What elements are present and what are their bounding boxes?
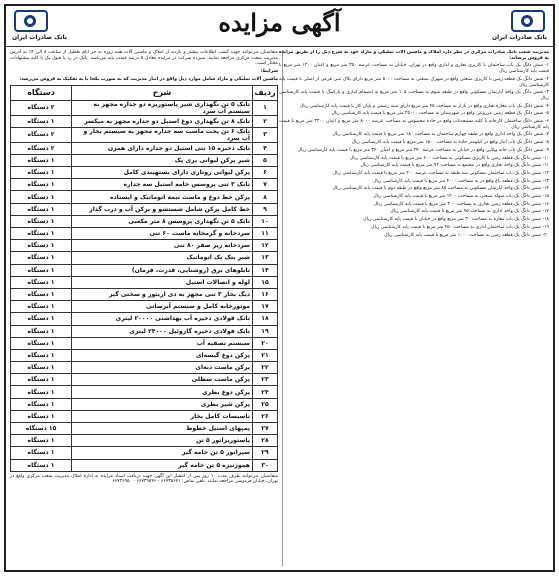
row-number: ۱۷ <box>253 301 278 313</box>
table-row <box>11 325 278 337</box>
row-description: دیگ بخار ۳ تنی مجهز به دی اریتور و سختی گیر <box>72 288 253 300</box>
row-quantity: ۱ دستگاه <box>11 410 72 422</box>
property-list-column <box>279 50 549 566</box>
table-row <box>11 100 278 115</box>
row-number: ۱۰ <box>253 215 278 227</box>
row-number: ۲ <box>253 115 278 127</box>
row-number: ۶ <box>253 167 278 179</box>
row-quantity: ۱ دستگاه <box>11 325 72 337</box>
table-row <box>11 386 278 398</box>
page-title: آگهی مزایده <box>218 8 341 37</box>
row-description: خط کامل پرکن شامل شستشو و پرکن آب و درب گذار <box>72 203 253 215</box>
row-quantity: ۱ دستگاه <box>11 167 72 179</box>
row-description: تانک ۶ تن پخت ماست سه جداره مجهز به سیستم بخار و آب سرد <box>72 127 253 142</box>
row-number: ۱۹ <box>253 325 278 337</box>
row-number: ۴ <box>253 142 278 154</box>
row-number: ۱۴ <box>253 264 278 276</box>
table-row <box>11 349 278 361</box>
table-row <box>11 374 278 386</box>
table-row <box>11 264 278 276</box>
row-description: تانک فولادی ذخیره گازوئیل ۲۴۰۰۰ لیتری <box>72 325 253 337</box>
property-item: ۹- شش دانگ یک باب خانه ویلایی واقع در خیابان به مساحت عرصه ۲۴۰ متر مربع و اعیان ۳۶۰ متر مربع با قیمت پایه کارشناسی ریال <box>297 147 549 153</box>
header <box>6 6 553 47</box>
row-number: ۲۲ <box>253 362 278 374</box>
property-item: ۲۰- شش دانگ یک قطعه زمین به مساحت ۱۰۰۰ متر مربع با قیمت پایه کارشناسی ریال <box>384 232 549 238</box>
row-description: پرکن خط دوغ و ماست نیمه اتوماتیک و ایستاده <box>72 191 253 203</box>
row-number: ۹ <box>253 203 278 215</box>
row-description: تانک فولادی ذخیره آب بهداشتی ۲۰۰۰۰ لیتری <box>72 313 253 325</box>
table-row <box>11 240 278 252</box>
table-row <box>11 115 278 127</box>
row-number: ۱۱ <box>253 228 278 240</box>
bank-logo-icon <box>511 10 545 32</box>
row-number: ۲۷ <box>253 423 278 435</box>
row-number: ۱۸ <box>253 313 278 325</box>
row-quantity: ۱ دستگاه <box>11 179 72 191</box>
row-quantity: ۲ دستگاه <box>11 100 72 115</box>
row-number: ۲۸ <box>253 435 278 447</box>
row-quantity: ۱ دستگاه <box>11 288 72 300</box>
table-row <box>11 447 278 459</box>
row-quantity: ۲ دستگاه <box>11 127 72 142</box>
property-item: ۲- شش دانگ یک قطعه زمین با کاربری صنعتی واقع در شهرک صنعتی به مساحت ۵۰۰۰ متر مربع دارای پلاک ثبتی فرعی از اصلی با قیمت پایه کارشناسی ریال <box>279 76 549 88</box>
row-description: تانک ۳ تنی پروسس خامه استیل سه جداره <box>72 179 253 191</box>
row-description: پرکن ماست سطلی <box>72 374 253 386</box>
row-quantity: ۱ دستگاه <box>11 276 72 288</box>
row-quantity: ۱ دستگاه <box>11 459 72 471</box>
row-quantity: ۱ دستگاه <box>11 362 72 374</box>
property-list <box>279 63 549 238</box>
table-row <box>11 276 278 288</box>
row-number: ۲۳ <box>253 374 278 386</box>
row-quantity: ۱ دستگاه <box>11 215 72 227</box>
machinery-table-body <box>11 100 278 471</box>
row-description: پرکن ماست دبه‌ای <box>72 362 253 374</box>
table-intro: ماشین آلات تملیکی و مازاد شامل موارد ذیل واقع در انبار مدیریت که به صورت یکجا یا به تفکیک به فروش می‌رسد: <box>19 76 278 82</box>
row-quantity: ۱ دستگاه <box>11 301 72 313</box>
row-number: ۲۹ <box>253 447 278 459</box>
header-row-number: ردیف <box>253 85 278 100</box>
row-description: لوله و اتصالات استیل <box>72 276 253 288</box>
row-quantity: ۱۵ دستگاه <box>11 423 72 435</box>
machinery-column <box>10 50 278 566</box>
row-quantity: ۱ دستگاه <box>11 447 72 459</box>
row-number: ۱۲ <box>253 240 278 252</box>
row-quantity: ۱ دستگاه <box>11 337 72 349</box>
header-quantity: دستگاه <box>11 85 72 100</box>
table-row <box>11 288 278 300</box>
property-item: ۱۵- شش دانگ یک باب سوله صنعتی به مساحت ۱۲۰۰ متر مربع با قیمت پایه کارشناسی ریال <box>373 194 549 200</box>
conditions-heading: شرایط: <box>260 69 278 75</box>
row-quantity: ۱ دستگاه <box>11 435 72 447</box>
row-description: تانک ۵ تن نگهداری پروسس ۸ متر مکعبی <box>72 215 253 227</box>
row-quantity: ۱ دستگاه <box>11 203 72 215</box>
property-item: ۱۹- شش دانگ یک باب ساختمان اداری به مساحت ۴۵۰ متر مربع با قیمت پایه کارشناسی ریال <box>371 224 549 230</box>
table-row <box>11 167 278 179</box>
row-number: ۸ <box>253 191 278 203</box>
row-quantity: ۱ دستگاه <box>11 228 72 240</box>
row-number: ۷ <box>253 179 278 191</box>
property-item: ۶- شش دانگ ساختمان کارخانه با کلیه مستحدثات واقع در جاده مخصوص به مساحت عرصه ۸۰۰۰ متر مربع و اعیان ۳۲۰۰ متر مربع با قیمت پایه کارشناسی ریال <box>279 119 549 130</box>
row-quantity: ۱ دستگاه <box>11 252 72 264</box>
property-item: ۱۲- شش دانگ یک باب ساختمان مسکونی سه طبقه به مساحت عرصه ۲۰۰ متر مربع با قیمت پایه کارشناسی ریال <box>332 170 549 176</box>
row-description: تانک ذخیره ۱۵ تنی استیل دو جداره دارای همزن <box>72 142 253 154</box>
conditions-text: متقاضیان می‌توانند جهت کسب اطلاعات بیشتر و بازدید از املاک و ماشین آلات همه روزه به جز ایام تعطیل از ساعت ۸ الی ۱۴ به آدرس مدیریت شعب مرکزی مراجعه نمایند. سپرده شرکت در مزایده معادل ۵ درصد قیمت پایه می‌باشد. بانک در رد یا قبول یک یا کلیه پیشنهادات مختار است. <box>10 50 278 67</box>
row-description: پرکن دوغ گیسه‌ای <box>72 349 253 361</box>
property-item: ۱- شش دانگ یک باب ساختمان با کاربری تجاری و اداری واقع در تهران، خیابان به مساحت عرصه ۳۵۰ متر مربع و اعیان ۱۲۰۰ متر مربع با قیمت پایه کارشناسی ریال <box>279 63 549 75</box>
row-quantity: ۱ دستگاه <box>11 191 72 203</box>
property-item: ۸- شش دانگ یک باب انبار واقع در کیلومتر جاده به مساحت ۱۵۰۰ متر مربع با قیمت پایه کارشناسی ریال <box>351 140 549 146</box>
table-row <box>11 410 278 422</box>
row-number: ۳ <box>253 127 278 142</box>
row-description: پرکن دوغ بطری <box>72 386 253 398</box>
row-number: ۱ <box>253 100 278 115</box>
row-quantity: ۱ دستگاه <box>11 398 72 410</box>
table-row <box>11 362 278 374</box>
table-row <box>11 252 278 264</box>
row-number: ۲۶ <box>253 410 278 422</box>
property-item: ۱۷- شش دانگ یک واحد اداری به مساحت ۹۵ متر مربع با قیمت پایه کارشناسی ریال <box>390 209 549 215</box>
table-row <box>11 398 278 410</box>
row-description: سردخانه زیر صفر ۸۰ تنی <box>72 240 253 252</box>
row-description: هموژنیزه ۵ تن خامه گیر <box>72 459 253 471</box>
table-row <box>11 301 278 313</box>
property-item: ۱۴- شش دانگ یک واحد آپارتمان مسکونی به مساحت ۸۵ متر مربع واقع در طبقه دوم با قیمت پایه کارشناسی ریال <box>332 186 549 192</box>
row-description: تاسیسات کامل بخار <box>72 410 253 422</box>
row-description: سردخانه و گرمخانه ماست ۶۰ تنی <box>72 228 253 240</box>
header-description: شرح <box>72 85 253 100</box>
row-number: ۲۴ <box>253 386 278 398</box>
row-number: ۳۰ <box>253 459 278 471</box>
row-description: شیر پرکن لیوانی پری پک <box>72 154 253 166</box>
table-row <box>11 127 278 142</box>
row-quantity: ۱ دستگاه <box>11 313 72 325</box>
row-number: ۵ <box>253 154 278 166</box>
row-description: تانک ۸ تن نگهداری دوغ استیل دو جداره مجهز به میکسر <box>72 115 253 127</box>
table-row <box>11 154 278 166</box>
row-number: ۲۱ <box>253 349 278 361</box>
row-quantity: ۲ دستگاه <box>11 142 72 154</box>
property-item: ۱۶- شش دانگ یک قطعه زمین تجاری به مساحت ۳۰۰ متر مربع با قیمت پایه کارشناسی ریال <box>373 201 549 207</box>
row-description: پمپهای استیل خطوط <box>72 423 253 435</box>
row-quantity: ۱ دستگاه <box>11 154 72 166</box>
table-row <box>11 142 278 154</box>
property-item: ۷- شش دانگ یک واحد اداری واقع در طبقه چهارم ساختمان به مساحت ۱۸۰ متر مربع با قیمت پایه کارشناسی ریال <box>332 132 549 138</box>
row-description: تانک ۵ تن نگهداری شیر پاستوریزه دو جداره مجهز به سیستم آب سرد <box>72 100 253 115</box>
advertisement-page <box>4 4 555 572</box>
intro-line: مدیریت شعب بانک صادرات مرکزی در نظر دارد املاک و ماشین آلات تملیکی و مازاد خود به شرح ذیل را از طریق مزایده به فروش برساند: <box>279 50 549 61</box>
row-number: ۲۰ <box>253 337 278 349</box>
row-quantity: ۱ دستگاه <box>11 386 72 398</box>
table-row <box>11 191 278 203</box>
row-quantity: ۱ دستگاه <box>11 374 72 386</box>
row-description: سپراتور ۵ تن خامه گیر <box>72 447 253 459</box>
property-item: ۱۰- شش دانگ یک قطعه زمین با کاربری مسکونی به مساحت ۶۰۰ متر مربع با قیمت پایه کارشناسی ریال <box>349 155 549 161</box>
row-description: پرکن لیوانی روتاری دارای بستهبندی کامل <box>72 167 253 179</box>
table-row <box>11 228 278 240</box>
table-row <box>11 203 278 215</box>
table-row <box>11 459 278 471</box>
row-number: ۱۶ <box>253 288 278 300</box>
row-quantity: ۱ دستگاه <box>11 240 72 252</box>
row-number: ۲۵ <box>253 398 278 410</box>
table-row <box>11 337 278 349</box>
table-row <box>11 215 278 227</box>
property-item: ۱۱- شش دانگ یک واحد تجاری واقع در مجتمع به مساحت ۷۲ متر مربع با قیمت پایه کارشناسی ریال <box>360 163 549 169</box>
property-item: ۱۳- شش دانگ یک قطعه باغ واقع در به مساحت ۴۰۰۰ متر مربع با قیمت پایه کارشناسی ریال <box>373 178 549 184</box>
property-item: ۵- شش دانگ یک قطعه زمین مزروعی واقع در شهرستان به مساحت ۲۵۰۰۰ متر مربع با قیمت پایه کارشناسی ریال <box>331 111 549 117</box>
table-header-row <box>11 85 278 100</box>
row-description: تابلوهای برق (روشنایی، قدرت، فرمان) <box>72 264 253 276</box>
footer-text: متقاضیان می‌توانند ظرف مدت ۱۰ روز پس از انتشار این آگهی جهت دریافت اسناد مزایده به اداره املاک مدیریت شعب مرکزی واقع در تهران، خیابان فردوسی مراجعه نمایند. تلفن تماس: ۶۶۷۳۵۶۷۱ - ۶۶۷۳۹۸۴۶ - ۶۶۷۳۶۹۵۰ <box>10 473 278 485</box>
row-quantity: ۱ دستگاه <box>11 264 72 276</box>
machinery-table <box>10 85 278 472</box>
bank-name-left: بانک صادرات ایران <box>12 34 67 41</box>
property-item: ۴- شش دانگ یک باب مغازه تجاری واقع در بازار به مساحت ۴۵ متر مربع دارای سند رسمی و پایان کار با قیمت پایه کارشناسی ریال <box>299 103 549 109</box>
property-item: ۳- شش دانگ یک واحد آپارتمان مسکونی واقع در طبقه سوم به مساحت ۱۰۵ متر مربع به انضمام انباری و پارکینگ با قیمت پایه کارشناسی ریال <box>279 90 549 101</box>
row-number: ۱۳ <box>253 252 278 264</box>
row-description: پاستوریزاتور ۵ تن <box>72 435 253 447</box>
table-row <box>11 423 278 435</box>
row-description: پرکن شیر بطری <box>72 398 253 410</box>
table-row <box>11 435 278 447</box>
table-row <box>11 313 278 325</box>
bank-name-right: بانک صادرات ایران <box>492 34 547 41</box>
row-quantity: ۱ دستگاه <box>11 115 72 127</box>
property-item: ۱۸- شش دانگ یک باب مغازه به مساحت ۳۰ متر مربع واقع در خیابان با قیمت پایه کارشناسی ریال <box>363 217 549 223</box>
row-description: شیر بنک پک اتوماتیک <box>72 252 253 264</box>
row-description: سیستم تصفیه آب <box>72 337 253 349</box>
row-description: موتورخانه کامل و سیستم آبرسانی <box>72 301 253 313</box>
row-number: ۱۵ <box>253 276 278 288</box>
row-quantity: ۱ دستگاه <box>11 349 72 361</box>
table-row <box>11 179 278 191</box>
